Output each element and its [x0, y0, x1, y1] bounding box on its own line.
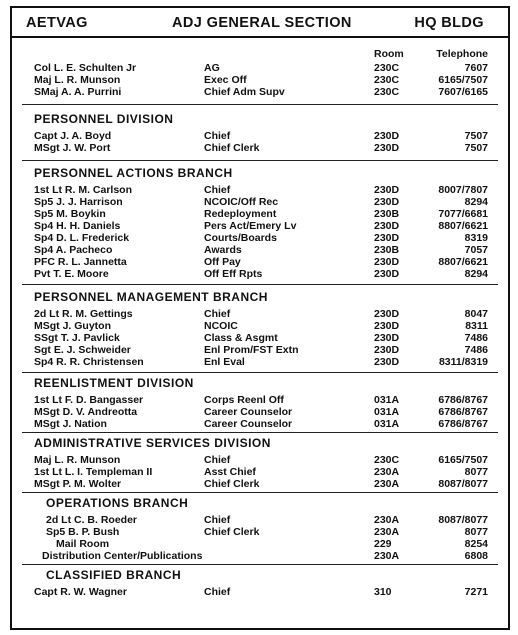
section-divider [22, 564, 498, 565]
staff-name: SMaj A. A. Purrini [34, 86, 122, 98]
staff-row [12, 344, 508, 356]
staff-telephone: 8311/8319 [438, 356, 488, 368]
staff-room: 230B [374, 244, 400, 256]
staff-row [12, 514, 508, 526]
staff-telephone: 6165/7507 [438, 454, 488, 466]
staff-position: Career Counselor [204, 406, 293, 418]
staff-row [12, 244, 508, 256]
staff-telephone: 8077 [464, 466, 488, 478]
staff-position: Chief [204, 184, 231, 196]
staff-position: Enl Eval [204, 356, 245, 368]
staff-position: Exec Off [204, 74, 247, 86]
staff-telephone: 6165/7507 [438, 74, 488, 86]
section-title-personnel-management-branch: PERSONNEL MANAGEMENT BRANCH [34, 290, 268, 304]
staff-row [12, 356, 508, 368]
staff-position: NCOIC/Off Rec [204, 196, 279, 208]
staff-telephone: 8319 [464, 232, 488, 244]
staff-telephone: 8294 [464, 196, 488, 208]
staff-room: 230D [374, 130, 400, 142]
staff-name: 2d Lt R. M. Gettings [34, 308, 133, 320]
section-divider [22, 432, 498, 433]
staff-room: 230D [374, 332, 400, 344]
staff-name: Distribution Center/Publications [42, 550, 203, 562]
staff-room: 230C [374, 86, 400, 98]
staff-position: Chief [204, 586, 231, 598]
staff-room: 230D [374, 220, 400, 232]
staff-room: 230D [374, 268, 400, 280]
section-title-administrative-services-division: ADMINISTRATIVE SERVICES DIVISION [34, 436, 271, 450]
staff-name: MSgt D. V. Andreotta [34, 406, 138, 418]
staff-position: Chief Clerk [204, 142, 260, 154]
staff-room: 230A [374, 478, 400, 490]
staff-position: Chief [204, 514, 231, 526]
staff-row [12, 62, 508, 74]
staff-room: 310 [374, 586, 392, 598]
staff-name: Mail Room [56, 538, 110, 550]
staff-room: 230D [374, 142, 400, 154]
column-header-telephone: Telephone [436, 48, 488, 60]
directory-header [12, 8, 508, 38]
staff-room: 230C [374, 74, 400, 86]
column-header-room: Room [374, 48, 404, 60]
staff-telephone: 7486 [464, 332, 488, 344]
staff-name: Maj L. R. Munson [34, 454, 121, 466]
staff-room: 230D [374, 232, 400, 244]
staff-telephone: 7507 [464, 130, 488, 142]
section-divider [22, 372, 498, 373]
section-divider [22, 284, 498, 285]
staff-row [12, 74, 508, 86]
staff-telephone: 8007/7807 [438, 184, 488, 196]
staff-row [12, 220, 508, 232]
staff-position: AG [204, 62, 220, 74]
section-divider [22, 104, 498, 105]
staff-telephone: 8087/8077 [438, 478, 488, 490]
staff-room: 230D [374, 320, 400, 332]
staff-telephone: 6786/8767 [438, 418, 488, 430]
staff-name: Sp4 H. H. Daniels [34, 220, 121, 232]
section-title-operations-branch: OPERATIONS BRANCH [46, 496, 189, 510]
staff-row [12, 130, 508, 142]
staff-position: NCOIC [204, 320, 238, 332]
staff-name: 2d Lt C. B. Roeder [46, 514, 138, 526]
staff-name: Sp4 R. R. Christensen [34, 356, 144, 368]
staff-name: MSgt J. Nation [34, 418, 107, 430]
staff-room: 230C [374, 454, 400, 466]
staff-telephone: 6786/8767 [438, 394, 488, 406]
staff-name: PFC R. L. Jannetta [34, 256, 127, 268]
staff-room: 230A [374, 514, 400, 526]
staff-room: 230D [374, 184, 400, 196]
staff-position: Corps Reenl Off [204, 394, 284, 406]
staff-name: Sp4 A. Pacheco [34, 244, 113, 256]
directory-page [10, 6, 510, 630]
section-divider [22, 160, 498, 161]
staff-row [12, 526, 508, 538]
staff-row [12, 256, 508, 268]
staff-room: 230A [374, 550, 400, 562]
staff-telephone: 6786/8767 [438, 406, 488, 418]
staff-row [12, 196, 508, 208]
staff-room: 031A [374, 418, 400, 430]
staff-row [12, 208, 508, 220]
staff-room: 230B [374, 208, 400, 220]
staff-room: 230D [374, 344, 400, 356]
staff-row [12, 538, 508, 550]
staff-telephone: 7077/6681 [438, 208, 488, 220]
staff-room: 230C [374, 62, 400, 74]
staff-position: Chief Clerk [204, 478, 260, 490]
staff-room: 230D [374, 256, 400, 268]
staff-position: Class & Asgmt [204, 332, 278, 344]
staff-position: Chief [204, 308, 231, 320]
staff-name: SSgt T. J. Pavlick [34, 332, 120, 344]
header-building: HQ BLDG [414, 15, 484, 31]
staff-row [12, 550, 508, 562]
staff-row [12, 466, 508, 478]
staff-row [12, 142, 508, 154]
staff-name: Pvt T. E. Moore [34, 268, 109, 280]
staff-telephone: 8807/6621 [438, 220, 488, 232]
staff-name: MSgt J. Guyton [34, 320, 111, 332]
section-title-reenlistment-division: REENLISTMENT DIVISION [34, 376, 194, 390]
staff-row [12, 454, 508, 466]
staff-name: MSgt J. W. Port [34, 142, 111, 154]
staff-position: Career Counselor [204, 418, 293, 430]
staff-name: Sp5 B. P. Bush [46, 526, 120, 538]
staff-row [12, 332, 508, 344]
staff-row [12, 268, 508, 280]
staff-telephone: 7607/6165 [438, 86, 488, 98]
staff-telephone: 8077 [464, 526, 488, 538]
staff-row [12, 586, 508, 598]
staff-name: 1st Lt F. D. Bangasser [34, 394, 144, 406]
staff-name: Sp5 J. J. Harrison [34, 196, 123, 208]
staff-name: 1st Lt L. I. Templeman II [34, 466, 153, 478]
staff-position: Awards [204, 244, 242, 256]
section-title-personnel-division: PERSONNEL DIVISION [34, 112, 174, 126]
staff-name: Col L. E. Schulten Jr [34, 62, 137, 74]
staff-name: Sp4 D. L. Frederick [34, 232, 130, 244]
staff-row [12, 184, 508, 196]
staff-telephone: 7607 [464, 62, 488, 74]
staff-telephone: 7507 [464, 142, 488, 154]
staff-position: Chief [204, 454, 231, 466]
staff-position: Asst Chief [204, 466, 256, 478]
staff-room: 230D [374, 196, 400, 208]
header-section-title: ADJ GENERAL SECTION [172, 15, 352, 31]
staff-name: Sgt E. J. Schweider [34, 344, 131, 356]
staff-row [12, 406, 508, 418]
staff-name: Maj L. R. Munson [34, 74, 121, 86]
staff-room: 031A [374, 394, 400, 406]
staff-telephone: 8294 [464, 268, 488, 280]
staff-room: 230A [374, 526, 400, 538]
staff-position: Off Pay [204, 256, 241, 268]
staff-room: 229 [374, 538, 392, 550]
staff-telephone: 8807/6621 [438, 256, 488, 268]
staff-room: 230A [374, 466, 400, 478]
staff-row [12, 478, 508, 490]
section-title-classified-branch: CLASSIFIED BRANCH [46, 568, 182, 582]
staff-telephone: 8311 [465, 320, 488, 332]
staff-position: Pers Act/Emery Lv [204, 220, 297, 232]
staff-row [12, 308, 508, 320]
staff-position: Chief Clerk [204, 526, 260, 538]
staff-row [12, 86, 508, 98]
staff-telephone: 8087/8077 [438, 514, 488, 526]
staff-name: Capt R. W. Wagner [34, 586, 127, 598]
staff-telephone: 8254 [464, 538, 488, 550]
staff-telephone: 6808 [464, 550, 488, 562]
staff-room: 230D [374, 308, 400, 320]
staff-telephone: 7057 [464, 244, 488, 256]
staff-position: Chief Adm Supv [204, 86, 285, 98]
staff-row [12, 418, 508, 430]
staff-position: Off Eff Rpts [204, 268, 263, 280]
section-divider [22, 492, 498, 493]
staff-row [12, 320, 508, 332]
staff-name: Sp5 M. Boykin [34, 208, 106, 220]
staff-row [12, 394, 508, 406]
header-left-code: AETVAG [26, 15, 88, 31]
staff-room: 230D [374, 356, 400, 368]
staff-position: Chief [204, 130, 231, 142]
staff-telephone: 8047 [464, 308, 488, 320]
staff-telephone: 7486 [464, 344, 488, 356]
staff-name: 1st Lt R. M. Carlson [34, 184, 133, 196]
staff-name: Capt J. A. Boyd [34, 130, 112, 142]
staff-room: 031A [374, 406, 400, 418]
staff-row [12, 232, 508, 244]
staff-position: Redeployment [204, 208, 277, 220]
staff-name: MSgt P. M. Wolter [34, 478, 122, 490]
staff-telephone: 7271 [464, 586, 488, 598]
section-title-personnel-actions-branch: PERSONNEL ACTIONS BRANCH [34, 166, 233, 180]
staff-position: Courts/Boards [204, 232, 277, 244]
staff-position: Enl Prom/FST Extn [204, 344, 299, 356]
